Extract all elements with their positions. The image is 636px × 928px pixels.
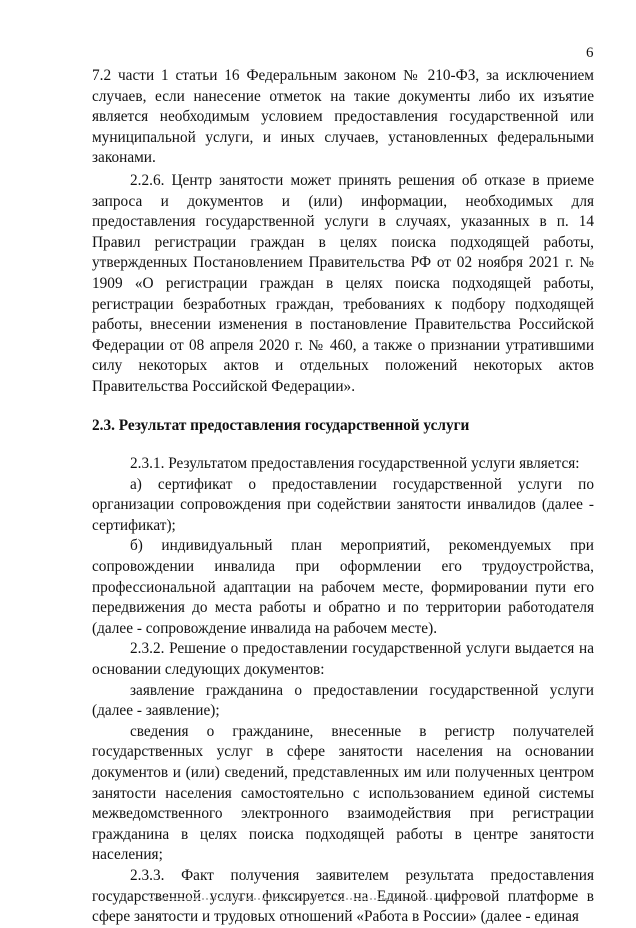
paragraph-2-2-6: 2.2.6. Центр занятости может принять решения об отказе в приеме запроса и документов и (или) информации, необходимых для предоставления государственной услуги в случаях, указанных в п. 14 Правил регистрации граждан в целях поиска подходящей работы, утвержденных Постановлением Правительства РФ от 02 ноября 2021 г. № 1909 «О регистрации граждан в целях поиска подходящей работы, регистрации безработных граждан, требованиях к подбору подходящей работы, внесении изменения в постановление Правительства Российской Федерации от 08 апреля 2020 г. № 460, а также о признании утратившими силу некоторых актов и отдельных положений некоторых актов Правительства Российской Федерации». bbox=[92, 171, 594, 395]
list-item-b: б) индивидуальный план мероприятий, рекомендуемых при сопровождении инвалида при оформлении его трудоустройства, профессиональной адаптации на рабочем месте, формировании пути его передвижения до места работы и обратно и по территории работодателя (далее - сопровождение инвалида на рабочем месте). bbox=[92, 537, 594, 637]
paragraph-2-3-3: 2.3.3. Факт получения заявителем результата предоставления государственной услуги фиксируется на Единой цифровой платформе в сфере занятости и трудовых отношений «Работа в России» (далее - единая bbox=[92, 866, 594, 926]
paragraph-2-3-2: 2.3.2. Решение о предоставлении государственной услуги выдается на основании следующих документов: bbox=[92, 640, 594, 679]
paragraph-continuation: 7.2 части 1 статьи 16 Федеральным законом № 210-ФЗ, за исключением случаев, если нанесение отметок на такие документы либо их изъятие является необходимым условием предоставления государственной или муниципальной услуги, и иных случаев, установленных федеральными законами. bbox=[92, 67, 594, 167]
section-heading-2-3: 2.3. Результат предоставления государственной услуги bbox=[92, 416, 470, 434]
paragraph-2-3-1: 2.3.1. Результатом предоставления государственной услуги является: bbox=[130, 455, 580, 473]
list-item-register-data: сведения о гражданине, внесенные в регистр получателей государственных услуг в сфере занятости населения на основании документов и (или) сведений, представленных им или полученных центром занятости населения самостоятельно с использованием единой системы межведомственного электронного взаимодействия при регистрации гражданина в целях поиска подходящей работы в центре занятости населения; bbox=[92, 722, 594, 864]
page-number: 6 bbox=[586, 45, 594, 61]
list-item-application: заявление гражданина о предоставлении государственной услуги (далее - заявление); bbox=[92, 681, 594, 720]
scan-edge-artifact bbox=[150, 898, 480, 902]
document-body bbox=[92, 66, 594, 928]
list-item-a: а) сертификат о предоставлении государственной услуги по организации сопровождения при содействии занятости инвалидов (далее - сертификат); bbox=[92, 475, 594, 534]
